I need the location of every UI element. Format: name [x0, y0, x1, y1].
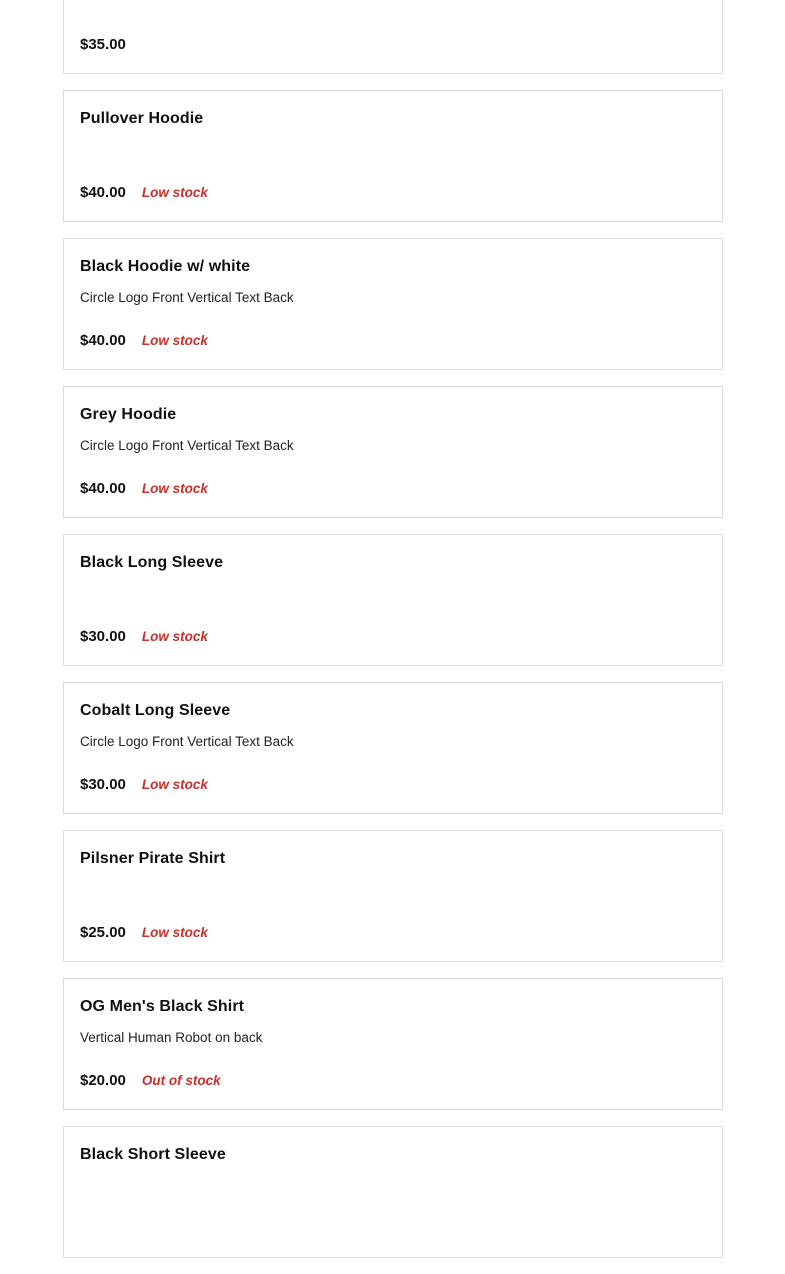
item-card[interactable]: [63, 90, 723, 222]
item-price-row: [80, 184, 208, 201]
item-price-row: [80, 1072, 221, 1089]
stock-status: Low stock: [141, 777, 208, 792]
item-price-row: [80, 36, 142, 53]
item-price-row: [80, 332, 208, 349]
item-price: $30.00: [80, 776, 126, 793]
stock-status: Out of stock: [141, 1073, 221, 1088]
stock-status: Low stock: [141, 333, 208, 348]
item-name: Pilsner Pirate Shirt: [80, 850, 226, 867]
item-name: Grey Hoodie: [80, 406, 177, 423]
item-name: Black Hoodie w/ white: [80, 258, 251, 275]
item-description: Circle Logo Front Vertical Text Back: [80, 734, 294, 749]
item-price: $40.00: [80, 184, 126, 201]
item-description: Vertical Human Robot on back: [80, 1030, 263, 1045]
item-list: [63, 0, 723, 1274]
item-price: $25.00: [80, 924, 126, 941]
item-card[interactable]: [63, 0, 723, 74]
item-name: Black Short Sleeve: [80, 1146, 226, 1163]
item-price-row: [80, 924, 208, 941]
item-name: Black Long Sleeve: [80, 554, 224, 571]
item-price: $35.00: [80, 36, 126, 53]
item-card[interactable]: [63, 1126, 723, 1258]
item-price-row: [80, 776, 208, 793]
item-card[interactable]: [63, 978, 723, 1110]
item-description: Circle Logo Front Vertical Text Back: [80, 290, 294, 305]
item-price: $30.00: [80, 628, 126, 645]
item-price: $20.00: [80, 1072, 126, 1089]
item-name: OG Men's Black Shirt: [80, 998, 245, 1015]
stock-status: Low stock: [141, 481, 208, 496]
item-card[interactable]: [63, 682, 723, 814]
item-price-row: [80, 628, 208, 645]
item-card[interactable]: [63, 830, 723, 962]
item-description: Circle Logo Front Vertical Text Back: [80, 438, 294, 453]
stock-status: Low stock: [141, 185, 208, 200]
item-card[interactable]: [63, 238, 723, 370]
stock-status: Low stock: [141, 925, 208, 940]
item-name: Cobalt Long Sleeve: [80, 702, 231, 719]
item-card[interactable]: [63, 534, 723, 666]
item-price: $40.00: [80, 332, 126, 349]
item-price: $40.00: [80, 480, 126, 497]
item-price-row: [80, 480, 208, 497]
item-name: Pullover Hoodie: [80, 110, 204, 127]
item-card[interactable]: [63, 386, 723, 518]
stock-status: Low stock: [141, 629, 208, 644]
